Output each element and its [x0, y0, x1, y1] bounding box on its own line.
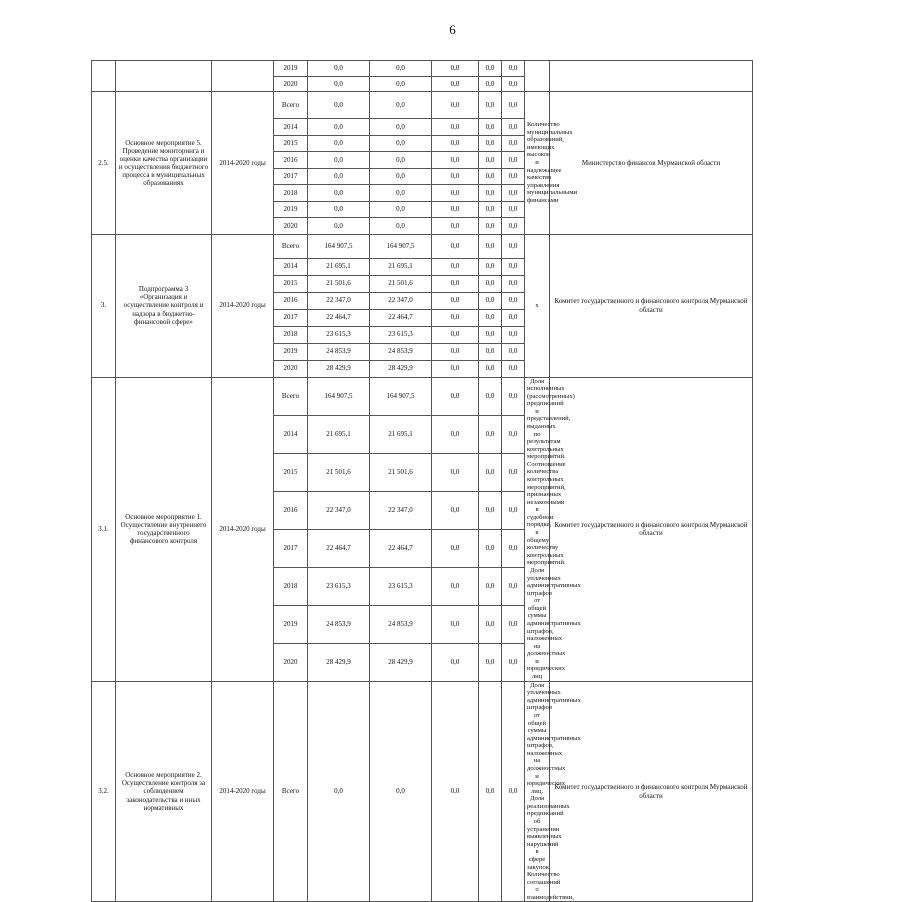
- amount-cell: 0,0: [432, 491, 479, 529]
- amount-cell: 0,0: [432, 360, 479, 377]
- amount-cell: 164 907,5: [370, 234, 432, 258]
- amount-cell: 24 853,9: [370, 343, 432, 360]
- year-cell: 2018: [274, 185, 308, 202]
- amount-cell: 0,0: [432, 643, 479, 681]
- year-cell: 2015: [274, 453, 308, 491]
- amount-cell: 0,0: [502, 681, 525, 902]
- amount-cell: 22 347,0: [370, 292, 432, 309]
- amount-cell: 0,0: [479, 360, 502, 377]
- amount-cell: 0,0: [502, 258, 525, 275]
- amount-cell: 0,0: [502, 201, 525, 218]
- amount-cell: 0,0: [479, 168, 502, 185]
- amount-cell: 0,0: [479, 377, 502, 415]
- amount-cell: 28 429,9: [370, 643, 432, 681]
- amount-cell: 0,0: [308, 681, 370, 902]
- amount-cell: 0,0: [502, 360, 525, 377]
- amount-cell: 0,0: [432, 415, 479, 453]
- year-cell: 2015: [274, 135, 308, 152]
- row-code: 2.5.: [92, 92, 116, 235]
- amount-cell: 0,0: [308, 92, 370, 119]
- amount-cell: 0,0: [370, 119, 432, 136]
- year-cell: 2017: [274, 309, 308, 326]
- amount-cell: 0,0: [502, 343, 525, 360]
- amount-cell: 0,0: [479, 92, 502, 119]
- table-body: [92, 61, 861, 902]
- year-cell: Всего: [274, 681, 308, 902]
- indicator-text: [525, 61, 550, 92]
- amount-cell: 164 907,5: [308, 234, 370, 258]
- amount-cell: 22 347,0: [370, 491, 432, 529]
- amount-cell: 0,0: [308, 218, 370, 235]
- amount-cell: 0,0: [432, 309, 479, 326]
- amount-cell: 21 501,6: [308, 453, 370, 491]
- amount-cell: 21 695,1: [370, 415, 432, 453]
- amount-cell: 0,0: [479, 415, 502, 453]
- amount-cell: 28 429,9: [308, 360, 370, 377]
- amount-cell: 0,0: [432, 234, 479, 258]
- amount-cell: 0,0: [432, 119, 479, 136]
- year-cell: 2014: [274, 258, 308, 275]
- table-row: [92, 92, 861, 119]
- indicator-text: х: [525, 234, 550, 377]
- amount-cell: 0,0: [502, 326, 525, 343]
- amount-cell: 0,0: [308, 168, 370, 185]
- amount-cell: 0,0: [432, 218, 479, 235]
- page-number: 6: [449, 22, 456, 37]
- amount-cell: 0,0: [479, 453, 502, 491]
- amount-cell: 0,0: [479, 218, 502, 235]
- amount-cell: 0,0: [502, 491, 525, 529]
- amount-cell: 0,0: [479, 135, 502, 152]
- amount-cell: 0,0: [479, 309, 502, 326]
- executor: Комитет государственного и финансового контроля Мурманской области: [550, 377, 753, 681]
- row-code: 3.1.: [92, 377, 116, 681]
- amount-cell: 164 907,5: [370, 377, 432, 415]
- year-cell: 2019: [274, 343, 308, 360]
- amount-cell: 0,0: [432, 529, 479, 567]
- amount-cell: 0,0: [432, 567, 479, 605]
- period: [212, 61, 274, 92]
- amount-cell: 0,0: [502, 234, 525, 258]
- year-cell: 2018: [274, 567, 308, 605]
- amount-cell: 164 907,5: [308, 377, 370, 415]
- table-row: [92, 234, 861, 258]
- indicator-text: Доля уплаченных административных штрафов от общей суммы административных штрафов, наложенных на должностных и юридических лиц. Доля реализованных предписаний об устранении выявленных нарушений в сфере закупок. Количество соглашений о взаимодействии,: [525, 681, 550, 902]
- amount-cell: 0,0: [370, 135, 432, 152]
- amount-cell: 0,0: [432, 605, 479, 643]
- period: 2014-2020 годы: [212, 92, 274, 235]
- amount-cell: 0,0: [370, 61, 432, 77]
- amount-cell: 0,0: [479, 343, 502, 360]
- table-row: [92, 377, 861, 415]
- amount-cell: 0,0: [370, 681, 432, 902]
- amount-cell: 0,0: [479, 643, 502, 681]
- row-code: 3.2.: [92, 681, 116, 902]
- executor: Комитет государственного и финансового контроля Мурманской области: [550, 681, 753, 902]
- year-cell: 2014: [274, 415, 308, 453]
- year-cell: Всего: [274, 234, 308, 258]
- amount-cell: 0,0: [308, 201, 370, 218]
- activity-name: [116, 61, 212, 92]
- amount-cell: 0,0: [308, 76, 370, 92]
- amount-cell: 0,0: [479, 292, 502, 309]
- amount-cell: 0,0: [502, 119, 525, 136]
- year-cell: 2016: [274, 292, 308, 309]
- amount-cell: 0,0: [479, 61, 502, 77]
- amount-cell: 22 464,7: [308, 529, 370, 567]
- amount-cell: 0,0: [479, 76, 502, 92]
- amount-cell: 22 464,7: [370, 529, 432, 567]
- amount-cell: 0,0: [432, 343, 479, 360]
- year-cell: 2016: [274, 491, 308, 529]
- amount-cell: 21 695,1: [308, 258, 370, 275]
- program-table: [91, 60, 861, 902]
- indicator-text: Доля исполненных (рассмотренных) предписаний и представлений, выданных по результатам контрольных мероприятий. Соотношение количества контрольных мероприятий, признанных незаконными в судебном порядке, к общему количеству контрольных мероприятий. Доля уплаченных административных штрафов от общей суммы административных штрафов, наложенных на должностных и юридических лиц: [525, 377, 550, 681]
- year-cell: 2015: [274, 275, 308, 292]
- amount-cell: 0,0: [479, 119, 502, 136]
- amount-cell: 22 347,0: [308, 491, 370, 529]
- indicator-text: Количество муниципальных образований, имеющих высокое и надлежащее качество управления муниципальными финансами: [525, 92, 550, 235]
- amount-cell: 0,0: [502, 76, 525, 92]
- year-cell: 2020: [274, 76, 308, 92]
- amount-cell: 0,0: [432, 377, 479, 415]
- amount-cell: 0,0: [502, 567, 525, 605]
- amount-cell: 0,0: [432, 185, 479, 202]
- amount-cell: 0,0: [370, 152, 432, 169]
- amount-cell: 0,0: [502, 218, 525, 235]
- amount-cell: 23 615,3: [308, 567, 370, 605]
- amount-cell: 0,0: [502, 152, 525, 169]
- amount-cell: 0,0: [308, 152, 370, 169]
- amount-cell: 0,0: [479, 152, 502, 169]
- year-cell: 2014: [274, 119, 308, 136]
- amount-cell: 21 501,6: [370, 275, 432, 292]
- amount-cell: 0,0: [502, 135, 525, 152]
- amount-cell: 0,0: [479, 185, 502, 202]
- executor: [550, 61, 753, 92]
- amount-cell: 0,0: [502, 185, 525, 202]
- amount-cell: 21 501,6: [370, 453, 432, 491]
- amount-cell: 0,0: [479, 605, 502, 643]
- amount-cell: 0,0: [432, 168, 479, 185]
- amount-cell: 0,0: [370, 168, 432, 185]
- amount-cell: 0,0: [502, 168, 525, 185]
- amount-cell: 0,0: [432, 135, 479, 152]
- amount-cell: 0,0: [432, 453, 479, 491]
- amount-cell: 0,0: [479, 258, 502, 275]
- amount-cell: 0,0: [502, 643, 525, 681]
- table-row: [92, 681, 861, 902]
- amount-cell: 28 429,9: [308, 643, 370, 681]
- year-cell: Всего: [274, 377, 308, 415]
- amount-cell: 0,0: [502, 275, 525, 292]
- amount-cell: 0,0: [479, 326, 502, 343]
- amount-cell: 0,0: [502, 453, 525, 491]
- year-cell: 2020: [274, 360, 308, 377]
- activity-name: Основное мероприятие 1. Осуществление внутреннего государственного финансового контроля: [116, 377, 212, 681]
- amount-cell: 0,0: [502, 61, 525, 77]
- amount-cell: 0,0: [370, 201, 432, 218]
- row-code: 3.: [92, 234, 116, 377]
- amount-cell: 0,0: [432, 76, 479, 92]
- amount-cell: 0,0: [479, 234, 502, 258]
- amount-cell: 0,0: [432, 258, 479, 275]
- year-cell: 2019: [274, 605, 308, 643]
- amount-cell: 0,0: [502, 92, 525, 119]
- amount-cell: 0,0: [308, 119, 370, 136]
- amount-cell: 0,0: [479, 201, 502, 218]
- amount-cell: 22 347,0: [308, 292, 370, 309]
- amount-cell: 0,0: [432, 92, 479, 119]
- amount-cell: 0,0: [502, 605, 525, 643]
- amount-cell: 24 853,9: [370, 605, 432, 643]
- amount-cell: 0,0: [502, 309, 525, 326]
- year-cell: 2020: [274, 643, 308, 681]
- amount-cell: 23 615,3: [370, 326, 432, 343]
- amount-cell: 0,0: [432, 201, 479, 218]
- amount-cell: 0,0: [432, 275, 479, 292]
- period: 2014-2020 годы: [212, 377, 274, 681]
- table-row: [92, 61, 861, 77]
- year-cell: 2017: [274, 168, 308, 185]
- executor: Комитет государственного и финансового контроля Мурманской области: [550, 234, 753, 377]
- amount-cell: 0,0: [370, 76, 432, 92]
- amount-cell: 0,0: [479, 529, 502, 567]
- year-cell: Всего: [274, 92, 308, 119]
- amount-cell: 24 853,9: [308, 343, 370, 360]
- activity-name: Основное мероприятие 5. Проведение мониторинга и оценки качества организации и осуществления бюджетного процесса в муниципальных образованиях: [116, 92, 212, 235]
- amount-cell: 0,0: [502, 529, 525, 567]
- period: 2014-2020 годы: [212, 681, 274, 902]
- amount-cell: 0,0: [502, 292, 525, 309]
- period: 2014-2020 годы: [212, 234, 274, 377]
- amount-cell: 0,0: [432, 681, 479, 902]
- amount-cell: 22 464,7: [308, 309, 370, 326]
- year-cell: 2019: [274, 61, 308, 77]
- year-cell: 2019: [274, 201, 308, 218]
- amount-cell: 0,0: [308, 61, 370, 77]
- amount-cell: 0,0: [479, 681, 502, 902]
- amount-cell: 23 615,3: [308, 326, 370, 343]
- amount-cell: 23 615,3: [370, 567, 432, 605]
- amount-cell: 0,0: [432, 61, 479, 77]
- amount-cell: 0,0: [479, 491, 502, 529]
- amount-cell: 24 853,9: [308, 605, 370, 643]
- amount-cell: 21 695,1: [308, 415, 370, 453]
- amount-cell: 0,0: [479, 275, 502, 292]
- amount-cell: 0,0: [502, 377, 525, 415]
- amount-cell: 0,0: [432, 152, 479, 169]
- amount-cell: 0,0: [308, 185, 370, 202]
- activity-name: Подпрограмма 3 «Организация и осуществление контроля и надзора в бюджетно-финансовой сфере»: [116, 234, 212, 377]
- amount-cell: 0,0: [370, 218, 432, 235]
- row-code: [92, 61, 116, 92]
- executor: Министерство финансов Мурманской области: [550, 92, 753, 235]
- amount-cell: 28 429,9: [370, 360, 432, 377]
- amount-cell: 0,0: [370, 92, 432, 119]
- amount-cell: 0,0: [370, 185, 432, 202]
- amount-cell: 0,0: [502, 415, 525, 453]
- year-cell: 2016: [274, 152, 308, 169]
- year-cell: 2017: [274, 529, 308, 567]
- amount-cell: 21 501,6: [308, 275, 370, 292]
- year-cell: 2018: [274, 326, 308, 343]
- amount-cell: 0,0: [308, 135, 370, 152]
- activity-name: Основное мероприятие 2. Осуществление контроля за соблюдением законодательства и иных нормативных: [116, 681, 212, 902]
- amount-cell: 0,0: [432, 326, 479, 343]
- amount-cell: 22 464,7: [370, 309, 432, 326]
- year-cell: 2020: [274, 218, 308, 235]
- amount-cell: 0,0: [479, 567, 502, 605]
- amount-cell: 21 695,1: [370, 258, 432, 275]
- amount-cell: 0,0: [432, 292, 479, 309]
